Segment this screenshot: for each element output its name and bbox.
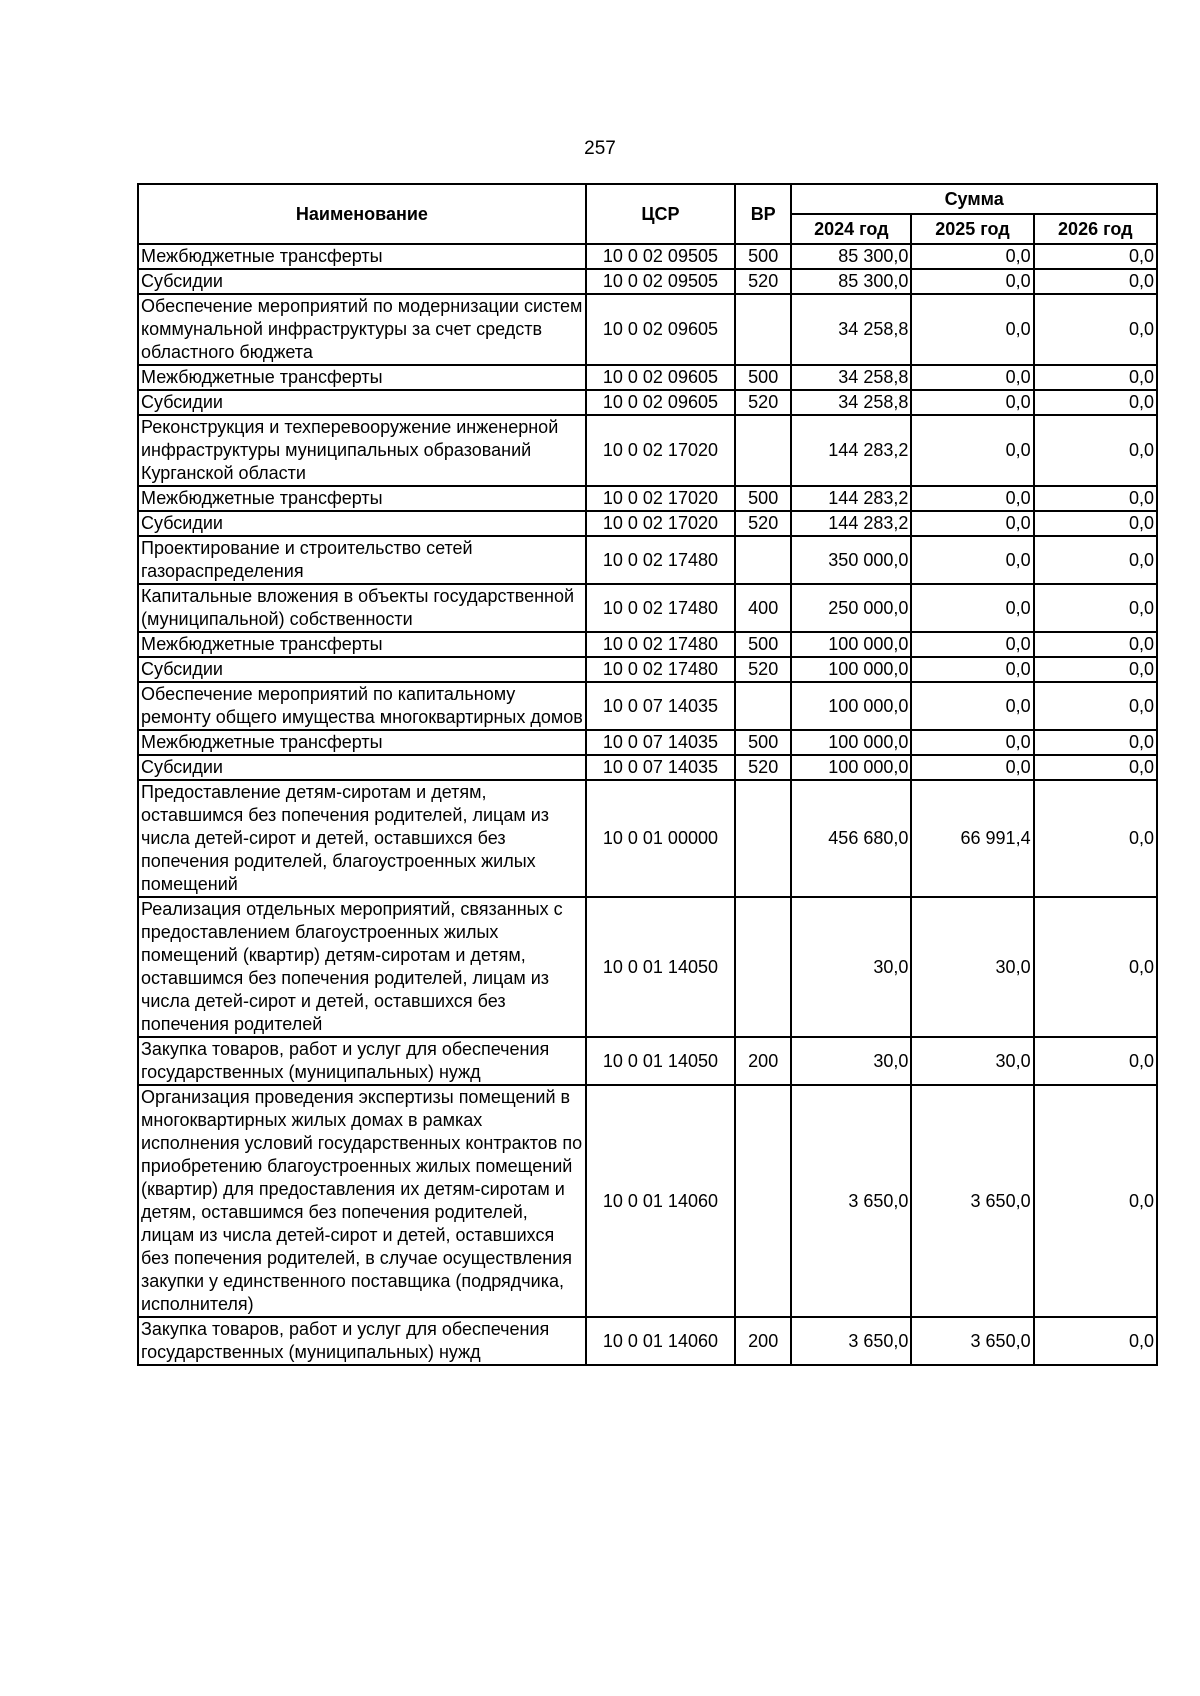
row-csr: 10 0 02 17020 [586,486,735,511]
row-amount-2025: 0,0 [911,682,1033,730]
row-vr: 520 [735,755,791,780]
row-amount-2024: 30,0 [791,897,911,1037]
row-amount-2024: 144 283,2 [791,486,911,511]
row-amount-2024: 350 000,0 [791,536,911,584]
row-amount-2025: 0,0 [911,632,1033,657]
row-amount-2025: 0,0 [911,269,1033,294]
table-row [138,511,1157,536]
table-row [138,755,1157,780]
row-amount-2024: 456 680,0 [791,780,911,897]
header-year-2024: 2024 год [791,214,911,244]
header-name: Наименование [138,184,586,244]
row-csr: 10 0 01 00000 [586,780,735,897]
row-csr: 10 0 02 17480 [586,657,735,682]
row-amount-2025: 0,0 [911,486,1033,511]
row-name: Закупка товаров, работ и услуг для обеспечения государственных (муниципальных) нужд [138,1037,586,1085]
row-amount-2026: 0,0 [1034,657,1157,682]
row-amount-2026: 0,0 [1034,390,1157,415]
row-amount-2024: 34 258,8 [791,294,911,365]
row-amount-2025: 0,0 [911,584,1033,632]
row-name: Реализация отдельных мероприятий, связанных с предоставлением благоустроенных жилых помещений (квартир) детям-сиротам и детям, оставшимся без попечения родителей, лицам из числа детей-сирот и детей, оставшихся без попечения родителей [138,897,586,1037]
row-amount-2024: 144 283,2 [791,415,911,486]
header-vr: ВР [735,184,791,244]
table-row [138,269,1157,294]
table-row [138,1037,1157,1085]
row-amount-2025: 0,0 [911,244,1033,269]
row-amount-2025: 0,0 [911,415,1033,486]
row-amount-2025: 0,0 [911,365,1033,390]
row-amount-2026: 0,0 [1034,486,1157,511]
row-name: Капитальные вложения в объекты государственной (муниципальной) собственности [138,584,586,632]
row-name: Субсидии [138,511,586,536]
row-amount-2024: 85 300,0 [791,269,911,294]
row-csr: 10 0 02 17020 [586,415,735,486]
row-amount-2026: 0,0 [1034,244,1157,269]
row-amount-2024: 100 000,0 [791,657,911,682]
row-vr [735,536,791,584]
row-vr [735,294,791,365]
row-name: Субсидии [138,657,586,682]
table-row [138,897,1157,1037]
row-vr [735,682,791,730]
table-row [138,632,1157,657]
row-vr: 400 [735,584,791,632]
row-csr: 10 0 07 14035 [586,755,735,780]
row-name: Межбюджетные трансферты [138,632,586,657]
row-amount-2026: 0,0 [1034,780,1157,897]
row-name: Реконструкция и техперевооружение инженерной инфраструктуры муниципальных образований Курганской области [138,415,586,486]
row-csr: 10 0 02 17480 [586,536,735,584]
row-amount-2026: 0,0 [1034,755,1157,780]
row-csr: 10 0 01 14050 [586,897,735,1037]
table-row [138,730,1157,755]
row-name: Обеспечение мероприятий по модернизации систем коммунальной инфраструктуры за счет средств областного бюджета [138,294,586,365]
row-name: Субсидии [138,755,586,780]
row-vr: 520 [735,657,791,682]
row-amount-2024: 100 000,0 [791,755,911,780]
row-vr: 200 [735,1037,791,1085]
row-amount-2025: 0,0 [911,755,1033,780]
row-csr: 10 0 02 17480 [586,584,735,632]
row-amount-2024: 100 000,0 [791,682,911,730]
row-amount-2024: 85 300,0 [791,244,911,269]
row-name: Межбюджетные трансферты [138,486,586,511]
row-amount-2025: 0,0 [911,536,1033,584]
row-amount-2026: 0,0 [1034,536,1157,584]
row-vr: 500 [735,632,791,657]
row-csr: 10 0 02 09605 [586,390,735,415]
row-amount-2026: 0,0 [1034,584,1157,632]
table-body [138,244,1157,1365]
row-vr: 200 [735,1317,791,1365]
row-amount-2025: 30,0 [911,1037,1033,1085]
table-header [138,184,1157,244]
row-amount-2024: 34 258,8 [791,365,911,390]
row-amount-2026: 0,0 [1034,365,1157,390]
row-vr: 500 [735,486,791,511]
row-amount-2024: 34 258,8 [791,390,911,415]
table-row [138,415,1157,486]
row-csr: 10 0 01 14050 [586,1037,735,1085]
row-amount-2025: 3 650,0 [911,1317,1033,1365]
row-amount-2026: 0,0 [1034,269,1157,294]
row-amount-2026: 0,0 [1034,730,1157,755]
table-row [138,682,1157,730]
header-sum: Сумма [791,184,1157,214]
row-csr: 10 0 02 09505 [586,269,735,294]
table-row [138,1317,1157,1365]
row-amount-2024: 250 000,0 [791,584,911,632]
header-year-2025: 2025 год [911,214,1033,244]
row-name: Межбюджетные трансферты [138,730,586,755]
table-row [138,244,1157,269]
row-amount-2024: 100 000,0 [791,632,911,657]
row-name: Обеспечение мероприятий по капитальному ремонту общего имущества многоквартирных домов [138,682,586,730]
row-vr: 520 [735,511,791,536]
row-name: Закупка товаров, работ и услуг для обеспечения государственных (муниципальных) нужд [138,1317,586,1365]
budget-table [137,183,1158,1366]
table-row [138,780,1157,897]
row-amount-2026: 0,0 [1034,1317,1157,1365]
row-vr: 500 [735,730,791,755]
row-vr: 500 [735,365,791,390]
row-name: Организация проведения экспертизы помещений в многоквартирных жилых домах в рамках исполнения условий государственных контрактов по приобретению благоустроенных жилых помещений (квартир) для предоставления их детям-сиротам и детям, оставшимся без попечения родителей, лицам из числа детей-сирот и детей, оставшихся без попечения родителей, в случае осуществления закупки у единственного поставщика (подрядчика, исполнителя) [138,1085,586,1317]
row-amount-2025: 3 650,0 [911,1085,1033,1317]
table-row [138,1085,1157,1317]
row-csr: 10 0 02 09505 [586,244,735,269]
row-name: Субсидии [138,269,586,294]
row-csr: 10 0 02 09605 [586,294,735,365]
row-amount-2025: 0,0 [911,511,1033,536]
row-amount-2026: 0,0 [1034,511,1157,536]
row-amount-2025: 66 991,4 [911,780,1033,897]
table-row [138,294,1157,365]
row-vr: 520 [735,269,791,294]
row-amount-2024: 100 000,0 [791,730,911,755]
table-row [138,390,1157,415]
row-vr: 500 [735,244,791,269]
header-year-2026: 2026 год [1034,214,1157,244]
table-row [138,365,1157,390]
row-csr: 10 0 01 14060 [586,1317,735,1365]
row-vr [735,415,791,486]
table-row [138,536,1157,584]
row-vr: 520 [735,390,791,415]
row-amount-2026: 0,0 [1034,415,1157,486]
row-amount-2026: 0,0 [1034,682,1157,730]
row-amount-2025: 0,0 [911,294,1033,365]
row-amount-2024: 3 650,0 [791,1317,911,1365]
row-name: Межбюджетные трансферты [138,365,586,390]
row-amount-2026: 0,0 [1034,1085,1157,1317]
row-amount-2026: 0,0 [1034,632,1157,657]
row-name: Субсидии [138,390,586,415]
table-row [138,486,1157,511]
row-amount-2025: 0,0 [911,730,1033,755]
row-vr [735,780,791,897]
header-csr: ЦСР [586,184,735,244]
row-amount-2024: 3 650,0 [791,1085,911,1317]
row-csr: 10 0 07 14035 [586,730,735,755]
row-amount-2024: 30,0 [791,1037,911,1085]
row-amount-2026: 0,0 [1034,1037,1157,1085]
row-csr: 10 0 01 14060 [586,1085,735,1317]
row-name: Межбюджетные трансферты [138,244,586,269]
table-row [138,584,1157,632]
row-vr [735,897,791,1037]
row-amount-2026: 0,0 [1034,897,1157,1037]
row-name: Предоставление детям-сиротам и детям, оставшимся без попечения родителей, лицам из числа детей-сирот и детей, оставшихся без попечения родителей, благоустроенных жилых помещений [138,780,586,897]
row-amount-2025: 0,0 [911,657,1033,682]
row-csr: 10 0 02 09605 [586,365,735,390]
table-row [138,657,1157,682]
row-csr: 10 0 02 17020 [586,511,735,536]
row-amount-2024: 144 283,2 [791,511,911,536]
row-vr [735,1085,791,1317]
page-number: 257 [584,138,616,159]
row-amount-2025: 30,0 [911,897,1033,1037]
row-csr: 10 0 07 14035 [586,682,735,730]
row-name: Проектирование и строительство сетей газораспределения [138,536,586,584]
row-csr: 10 0 02 17480 [586,632,735,657]
row-amount-2026: 0,0 [1034,294,1157,365]
row-amount-2025: 0,0 [911,390,1033,415]
